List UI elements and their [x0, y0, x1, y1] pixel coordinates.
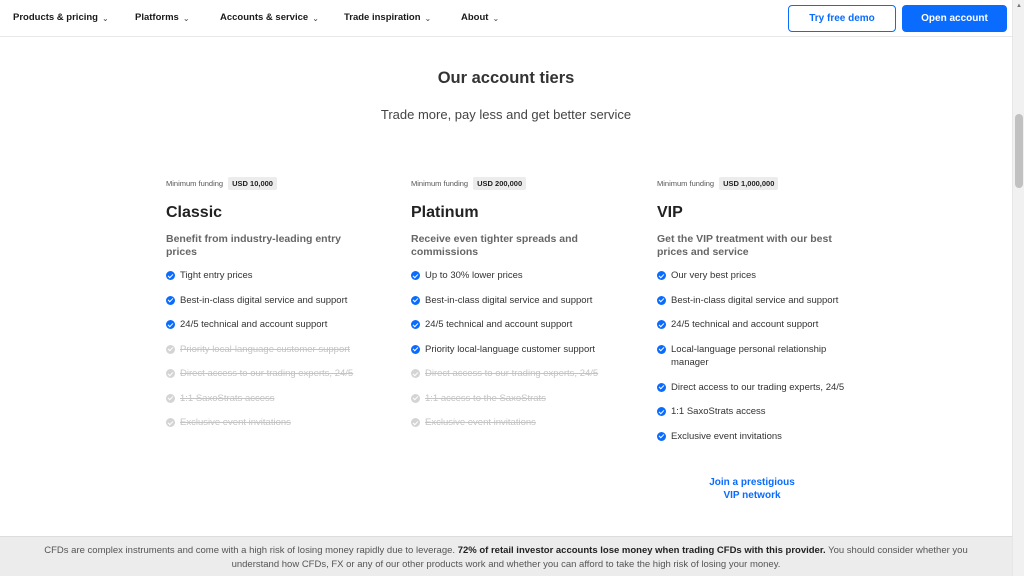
nav-item-label: Platforms — [135, 12, 179, 23]
tier-name: VIP — [657, 204, 683, 221]
feature-text: 24/5 technical and account support — [180, 319, 328, 330]
feature-text: Priority local-language customer support — [425, 343, 596, 355]
check-circle-disabled-icon — [166, 418, 175, 427]
feature-text: 24/5 technical and account support — [671, 319, 819, 330]
feature-text: Best-in-class digital service and support — [425, 294, 593, 306]
feature-text: Priority local-language customer support — [180, 343, 351, 355]
minimum-funding — [166, 177, 366, 190]
tier-description: Receive even tighter spreads and commissions — [411, 233, 578, 258]
feature-item — [657, 269, 857, 282]
nav-platforms[interactable] — [135, 12, 190, 23]
check-circle-disabled-icon — [166, 369, 175, 378]
feature-text: 1:1 access to the SaxoStrats — [425, 392, 546, 404]
feature-text: Direct access to our trading experts, 24/5 — [180, 368, 354, 379]
feature-item — [411, 343, 611, 356]
chevron-down-icon: ⌄ — [312, 14, 319, 23]
check-circle-icon — [657, 407, 666, 416]
feature-text: 24/5 technical and account support — [425, 319, 573, 330]
feature-item — [657, 381, 857, 394]
tier-description: Get the VIP treatment with our best prices and service — [657, 233, 832, 258]
nav-products-pricing[interactable] — [13, 12, 109, 23]
nav-item-label: Products & pricing — [13, 12, 98, 23]
risk-warning-text: CFDs are complex instruments and come with a high risk of losing money rapidly due to leverage. — [44, 545, 456, 556]
risk-warning-text-continued: You should consider whether you understand how CFDs, FX or any of our other products work and whether you can afford to take the high risk of losing your money. — [231, 545, 968, 570]
feature-text: Best-in-class digital service and support — [180, 294, 348, 306]
section-subtitle: Trade more, pay less and get better service — [380, 107, 632, 122]
check-circle-icon — [657, 383, 666, 392]
check-circle-disabled-icon — [411, 369, 420, 378]
nav-item-label: About — [461, 12, 489, 23]
check-circle-disabled-icon — [411, 418, 420, 427]
feature-text: 1:1 SaxoStrats access — [671, 406, 766, 417]
risk-warning-bold: 72% of retail investor accounts lose money when trading CFDs with this provider. — [457, 545, 826, 556]
feature-item — [166, 416, 366, 429]
funding-amount-badge: USD 1,000,000 — [719, 177, 778, 190]
chevron-down-icon: ⌄ — [424, 14, 432, 23]
nav-item-label: Accounts & service — [220, 12, 309, 23]
feature-item — [166, 392, 366, 405]
feature-text: Exclusive event invitations — [425, 417, 536, 428]
check-circle-icon — [166, 271, 175, 280]
feature-item — [166, 367, 366, 380]
check-circle-icon — [411, 345, 420, 354]
minimum-funding — [657, 177, 857, 190]
feature-text: Local-language personal relationship manager — [671, 343, 827, 368]
feature-text: Direct access to our trading experts, 24/5 — [425, 368, 599, 379]
funding-label: Minimum funding — [657, 179, 715, 188]
feature-item — [657, 294, 857, 307]
check-circle-disabled-icon — [166, 345, 175, 354]
tier-platinum — [411, 177, 611, 428]
feature-text: Our very best prices — [671, 270, 756, 281]
check-circle-icon — [657, 432, 666, 441]
funding-label: Minimum funding — [166, 179, 224, 188]
nav-about[interactable] — [461, 12, 499, 23]
funding-amount-badge: USD 200,000 — [473, 177, 526, 190]
feature-text: Up to 30% lower prices — [425, 270, 523, 281]
top-navigation — [0, 0, 1012, 37]
check-circle-icon — [411, 296, 420, 305]
tier-vip — [657, 177, 857, 442]
feature-item — [166, 318, 366, 331]
nav-trade-inspiration[interactable] — [344, 12, 431, 23]
feature-item — [166, 294, 366, 307]
feature-text: 1:1 SaxoStrats access — [180, 392, 275, 404]
chevron-down-icon: ⌄ — [492, 14, 500, 23]
feature-text: Best-in-class digital service and support — [671, 294, 839, 306]
check-circle-icon — [657, 271, 666, 280]
feature-item — [411, 416, 611, 429]
feature-text: Tight entry prices — [180, 270, 253, 281]
try-free-demo-button[interactable]: Try free demo — [788, 5, 896, 32]
feature-item — [411, 318, 611, 331]
open-account-button[interactable]: Open account — [902, 5, 1007, 32]
feature-item — [411, 294, 611, 307]
check-circle-icon — [166, 320, 175, 329]
funding-label: Minimum funding — [411, 179, 469, 188]
join-vip-network-link[interactable]: Join a prestigious VIP network — [709, 477, 795, 501]
chevron-down-icon: ⌄ — [182, 14, 190, 23]
page-scrollbar[interactable] — [1012, 0, 1024, 576]
check-circle-disabled-icon — [166, 394, 175, 403]
nav-item-label: Trade inspiration — [344, 12, 421, 23]
scrollbar-thumb[interactable] — [1015, 114, 1023, 188]
feature-text: Direct access to our trading experts, 24/5 — [671, 381, 845, 393]
risk-warning-banner — [0, 536, 1012, 576]
check-circle-disabled-icon — [411, 394, 420, 403]
scroll-up-arrow-icon[interactable]: ▲ — [1016, 3, 1022, 9]
tier-classic — [166, 177, 366, 428]
feature-text: Exclusive event invitations — [671, 430, 782, 442]
feature-item — [657, 343, 857, 369]
funding-amount-badge: USD 10,000 — [228, 177, 277, 190]
feature-item — [657, 430, 857, 443]
feature-item — [166, 343, 366, 356]
check-circle-icon — [657, 345, 666, 354]
tier-description: Benefit from industry-leading entry prices — [166, 233, 342, 258]
feature-text: Exclusive event invitations — [180, 417, 291, 428]
check-circle-icon — [657, 296, 666, 305]
feature-item — [657, 318, 857, 331]
check-circle-icon — [411, 320, 420, 329]
feature-item — [166, 269, 366, 282]
section-title: Our account tiers — [437, 69, 575, 87]
check-circle-icon — [657, 320, 666, 329]
feature-item — [411, 367, 611, 380]
tier-name: Classic — [166, 204, 223, 221]
tier-name: Platinum — [411, 204, 479, 221]
feature-item — [657, 405, 857, 418]
check-circle-icon — [166, 296, 175, 305]
minimum-funding — [411, 177, 611, 190]
feature-item — [411, 269, 611, 282]
feature-item — [411, 392, 611, 405]
chevron-down-icon: ⌄ — [101, 14, 109, 23]
nav-accounts-service[interactable] — [220, 12, 319, 23]
check-circle-icon — [411, 271, 420, 280]
